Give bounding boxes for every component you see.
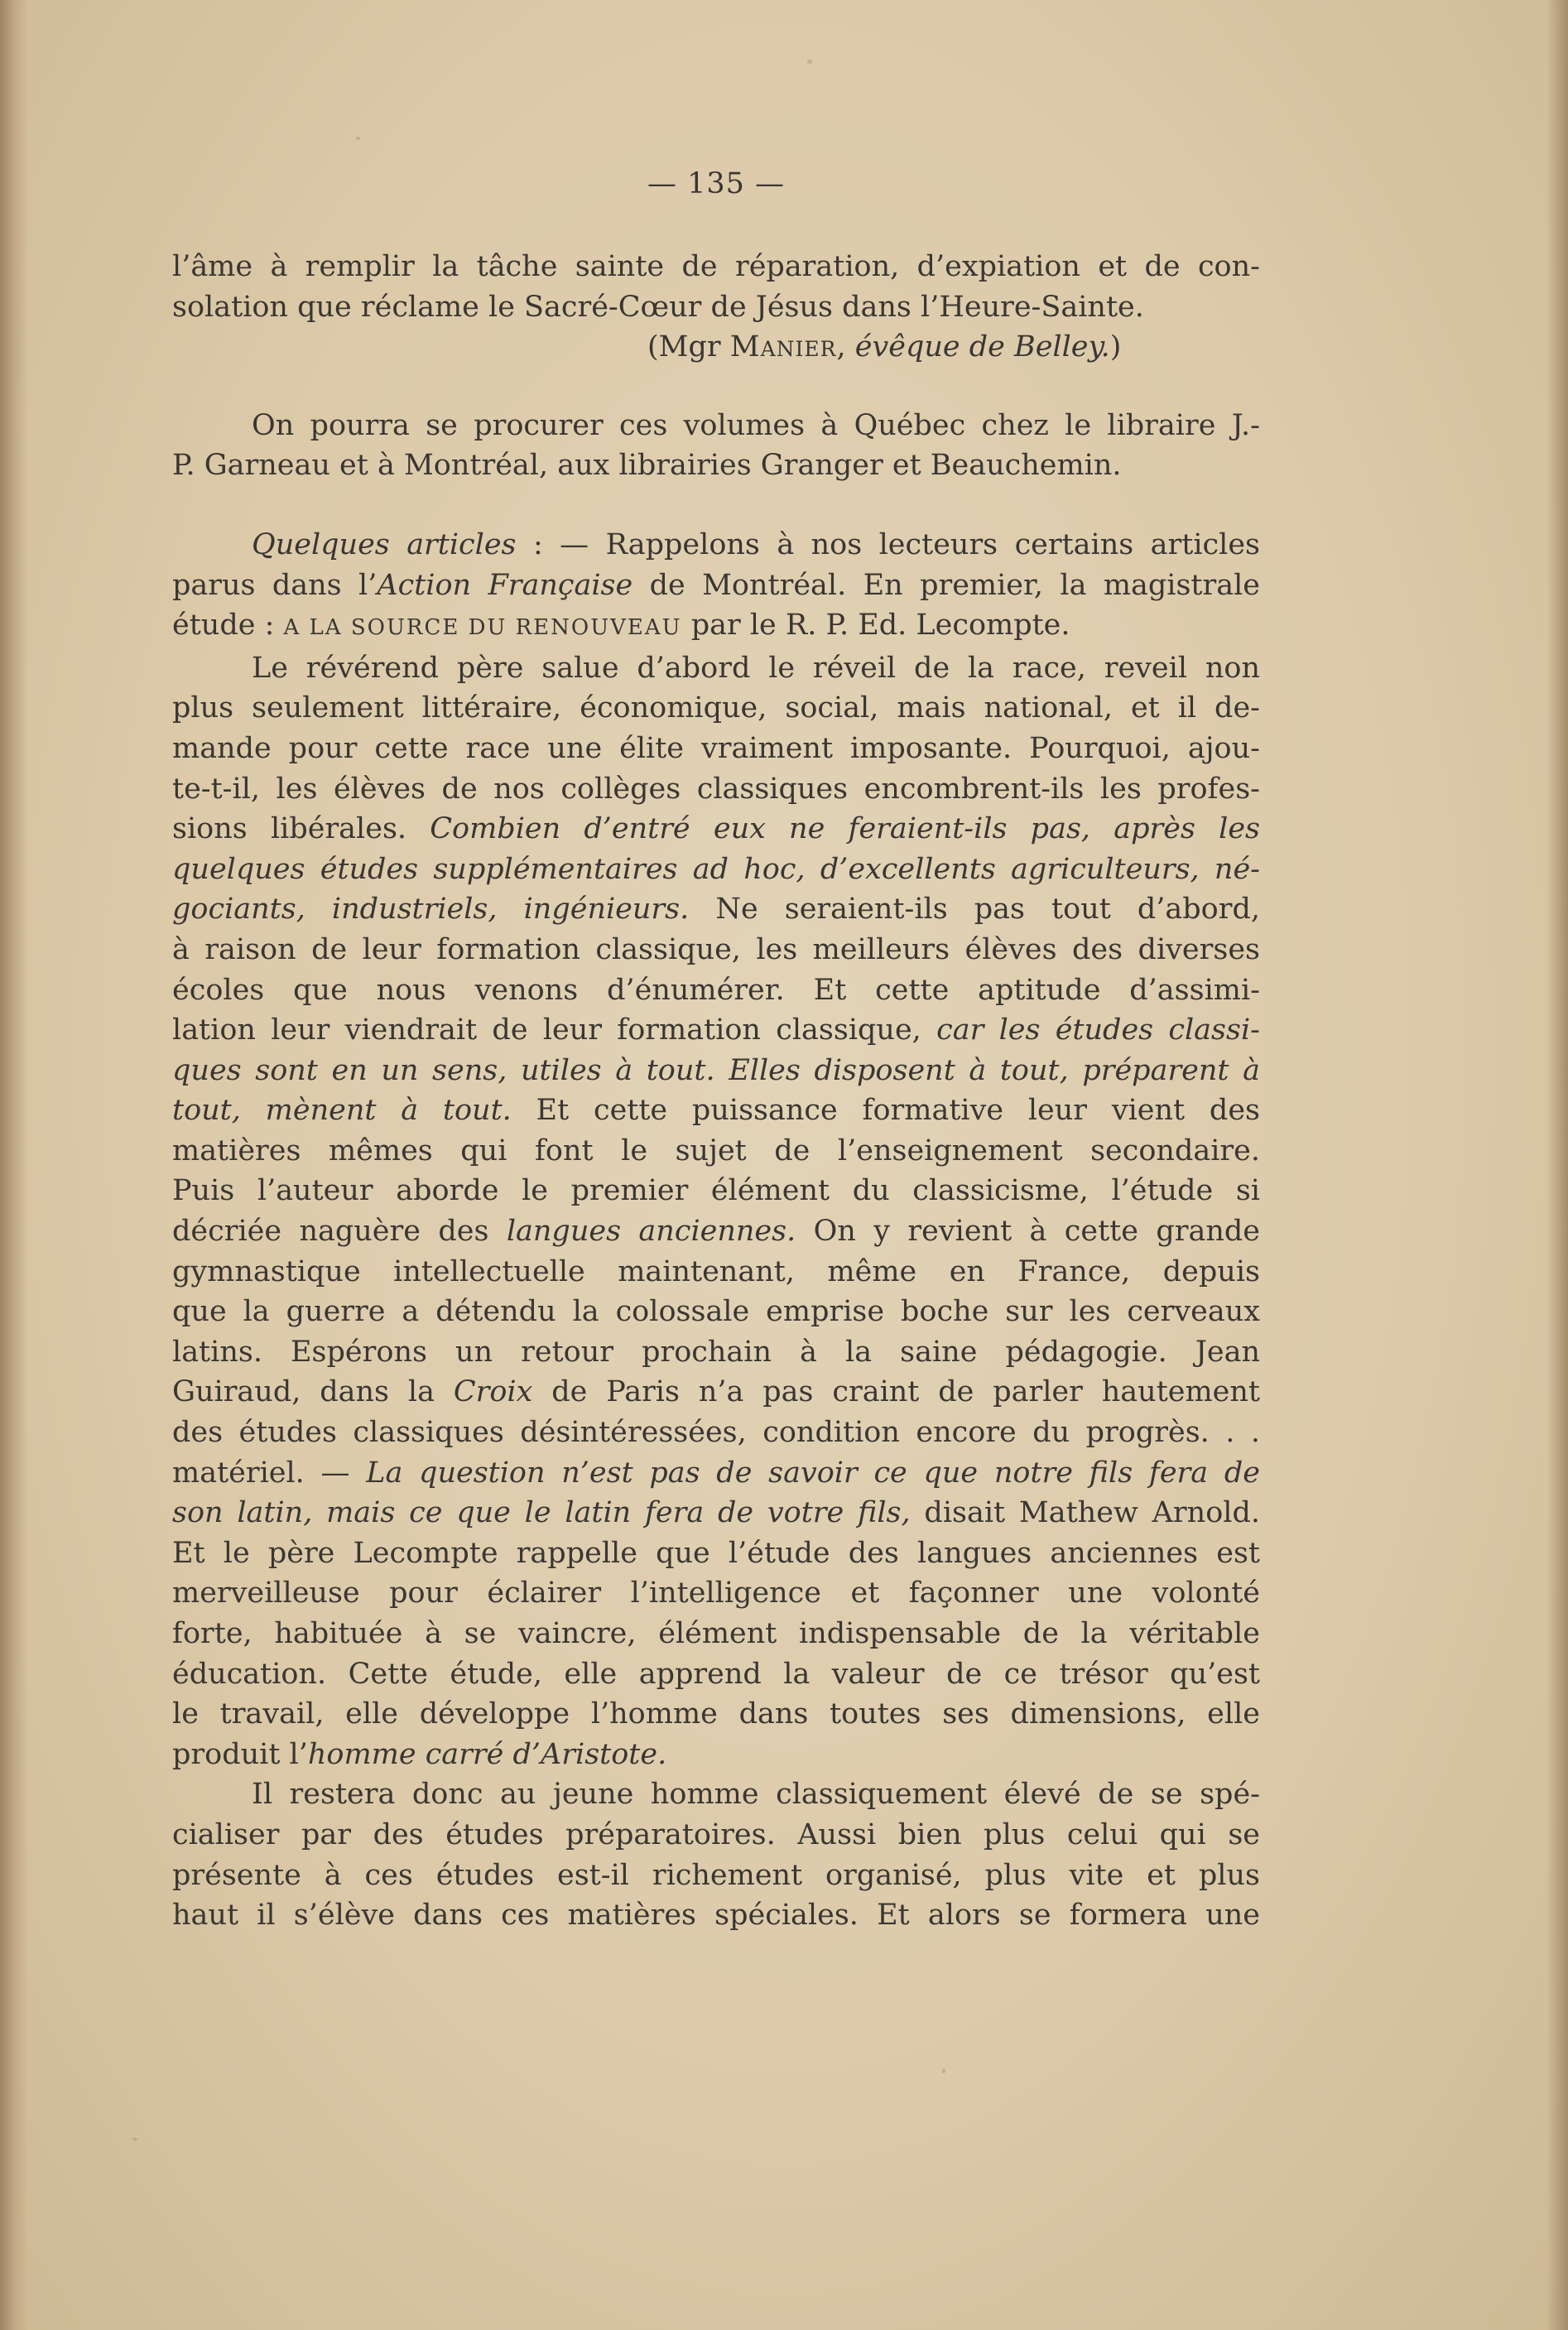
journal-title: Action Française: [377, 568, 633, 602]
paper-speck: [942, 2068, 945, 2073]
paper-speck: [132, 2138, 137, 2140]
text-line: lation leur viendrait de leur formation classique, car les études classi-: [172, 1013, 1260, 1047]
paper-speck: [807, 60, 812, 64]
text-line: écoles que nous venons d’énumérer. Et cette aptitude d’assimi-: [172, 973, 1260, 1007]
text-line: mande pour cette race une élite vraiment imposante. Pourquoi, ajou-: [172, 731, 1260, 765]
text-line: des études classiques désintéressées, condition encore du progrès. . .: [172, 1416, 1260, 1450]
text-line: Le révérend père salue d’abord le réveil de la race, reveil non: [252, 651, 1260, 685]
text-line: le travail, elle développe l’homme dans toutes ses dimensions, elle: [172, 1697, 1260, 1731]
text-line: tout, mènent à tout. Et cette puissance formative leur vient des: [172, 1094, 1260, 1128]
section-heading-line: Quelques articles : — Rappelons à nos lecteurs certains articles: [252, 527, 1260, 561]
section-heading: Quelques articles: [252, 527, 517, 561]
text-line: latins. Espérons un retour prochain à la saine pédagogie. Jean: [172, 1335, 1260, 1369]
text-line: décriée naguère des langues anciennes. On y revient à cette grande: [172, 1215, 1260, 1249]
article-title: A LA SOURCE DU RENOUVEAU: [283, 615, 682, 641]
text-line: éducation. Cette étude, elle apprend la valeur de ce trésor qu’est: [172, 1657, 1260, 1691]
text-line: produit l’homme carré d’Aristote.: [172, 1737, 667, 1771]
text-line: solation que réclame le Sacré-Cœur de Jésus dans l’Heure-Sainte.: [172, 290, 1144, 324]
text-line: gymnastique intellectuelle maintenant, même en France, depuis: [172, 1254, 1260, 1288]
text-line: Puis l’auteur aborde le premier élément du classicisme, l’étude si: [172, 1174, 1260, 1208]
text-line: te-t-il, les élèves de nos collèges classiques encombrent-ils les profes-: [172, 772, 1260, 806]
text-column: [172, 159, 1260, 1936]
text-line: matériel. — La question n’est pas de savoir ce que notre fils fera de: [172, 1456, 1260, 1490]
text-line: P. Garneau et à Montréal, aux librairies Granger et Beauchemin.: [172, 449, 1122, 483]
text-line: parus dans l’Action Française de Montréal. En premier, la magistrale: [172, 568, 1260, 602]
attribution-line: (Mgr Manier, évêque de Belley.): [647, 330, 1122, 364]
text-line: cialiser par des études préparatoires. Aussi bien plus celui qui se: [172, 1817, 1260, 1851]
text-line: haut il s’élève dans ces matières spéciales. Et alors se formera une: [172, 1899, 1260, 1933]
text-line: sions libérales. Combien d’entré eux ne feraient-ils pas, après les: [172, 812, 1261, 846]
text-line: plus seulement littéraire, économique, social, mais national, et il de-: [172, 691, 1260, 725]
text-line: Et le père Lecompte rappelle que l’étude des langues anciennes est: [172, 1536, 1260, 1570]
text-line: gociants, industriels, ingénieurs. Ne seraient-ils pas tout d’abord,: [172, 893, 1261, 927]
author-title: évêque de Belley.: [854, 330, 1110, 364]
text-line: forte, habituée à se vaincre, élément indispensable de la véritable: [172, 1617, 1260, 1650]
text-line: merveilleuse pour éclairer l’intelligence et façonner une volonté: [172, 1577, 1260, 1610]
text-line: étude : A LA SOURCE DU RENOUVEAU par le R. P. Ed. Lecompte.: [172, 609, 1070, 643]
page-edge-shadow-left: [0, 0, 28, 2330]
page-number: — 135 —: [647, 167, 786, 200]
page-edge-shadow-right: [1546, 0, 1568, 2330]
text-line: l’âme à remplir la tâche sainte de réparation, d’expiation et de con-: [172, 250, 1260, 283]
text-line: Guiraud, dans la Croix de Paris n’a pas craint de parler hautement: [172, 1375, 1260, 1409]
text-line: On pourra se procurer ces volumes à Québec chez le libraire J.-: [252, 408, 1260, 442]
text-line: matières mêmes qui font le sujet de l’enseignement secondaire.: [172, 1134, 1260, 1167]
author-name: Manier: [729, 330, 837, 364]
text-line: ques sont en un sens, utiles à tout. Elles disposent à tout, préparent à: [172, 1053, 1260, 1087]
text-line: présente à ces études est-il richement organisé, plus vite et plus: [172, 1858, 1260, 1892]
text-line: Il restera donc au jeune homme classiquement élevé de se spé-: [252, 1778, 1260, 1812]
paper-speck: [356, 137, 360, 140]
text-line: quelques études supplémentaires ad hoc, d’excellents agriculteurs, né-: [172, 852, 1260, 886]
text-line: son latin, mais ce que le latin fera de votre fils, disait Mathew Arnold.: [172, 1496, 1260, 1530]
text-line: que la guerre a détendu la colossale emprise boche sur les cerveaux: [172, 1295, 1260, 1329]
text-line: à raison de leur formation classique, les meilleurs élèves des diverses: [172, 932, 1260, 966]
